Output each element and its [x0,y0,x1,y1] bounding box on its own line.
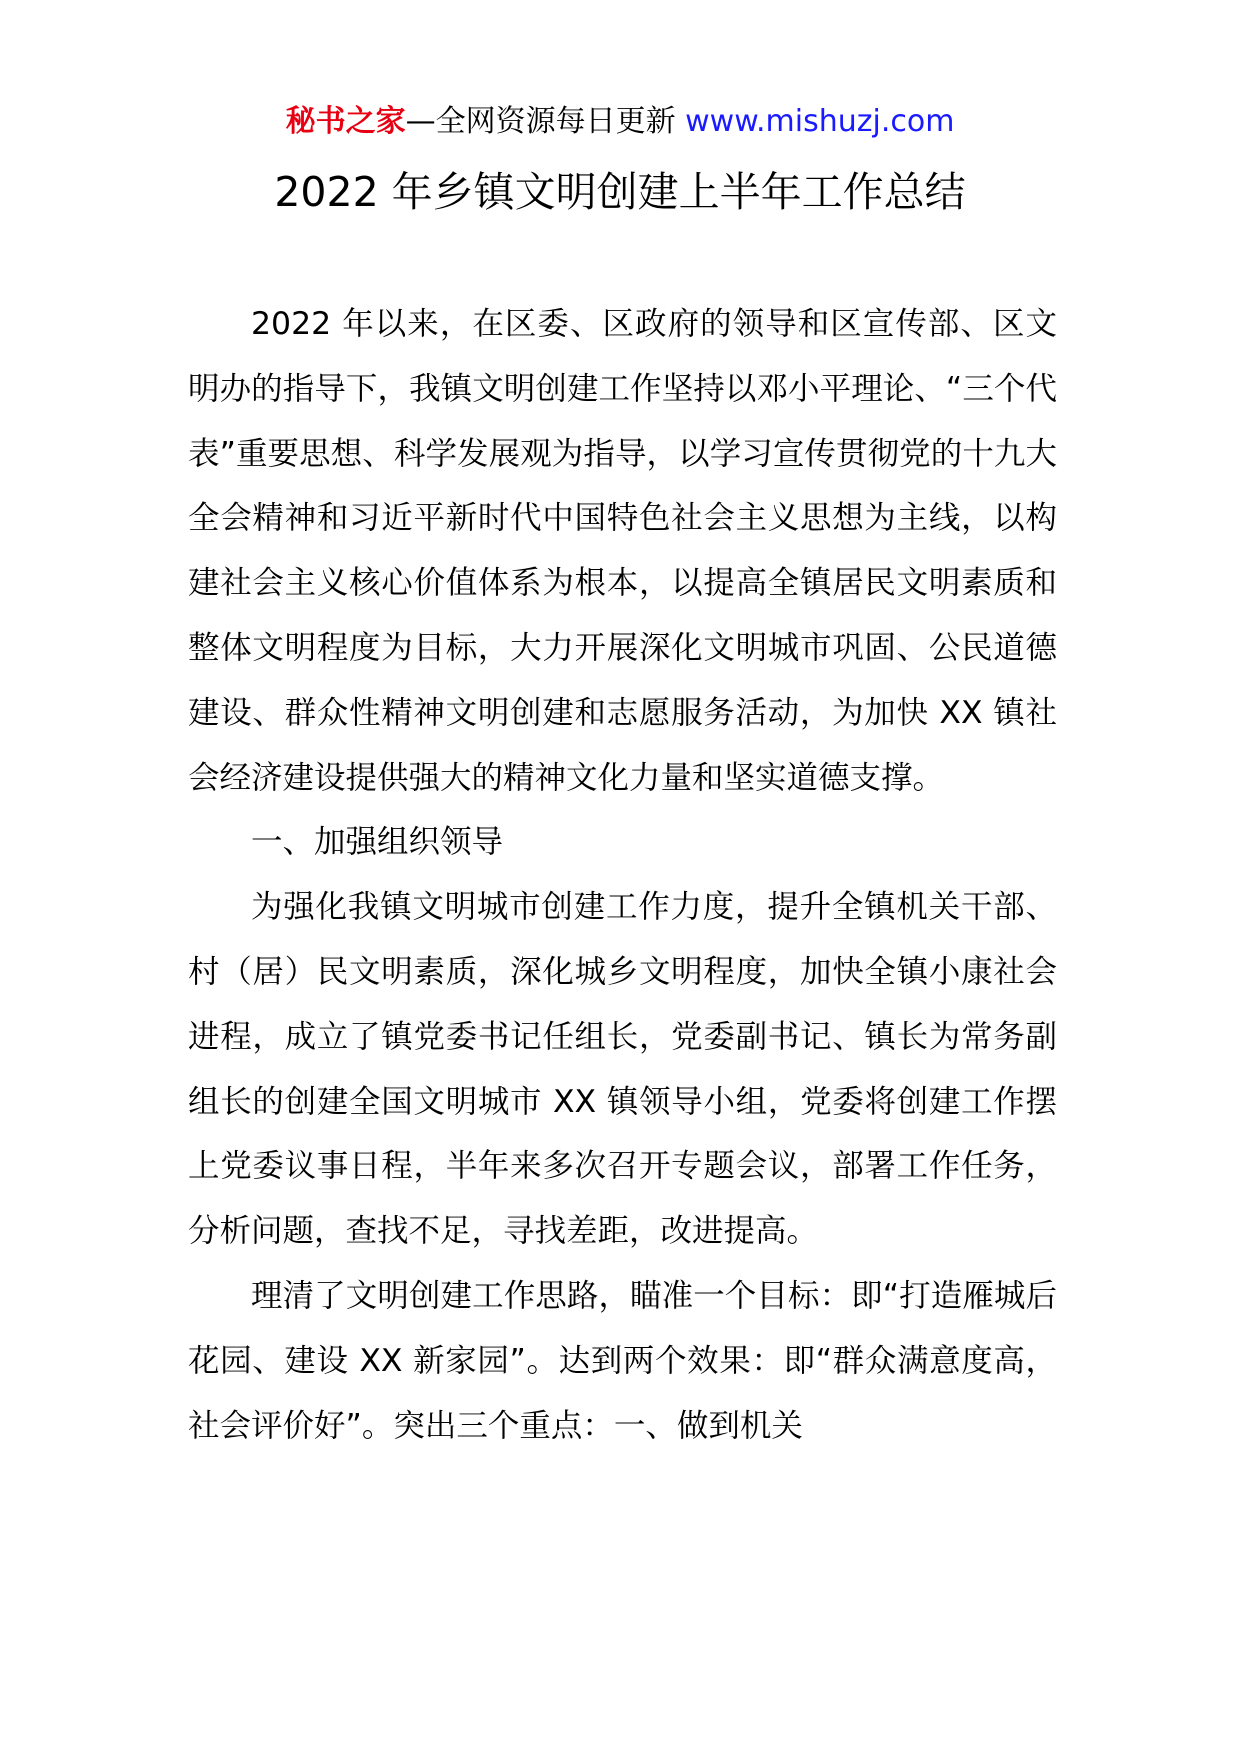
document-body [188,292,1057,1458]
header-tagline: —全网资源每日更新 [405,104,686,139]
section-heading-1: 一、加强组织领导 [251,824,504,861]
brand-name: 秘书之家 [285,104,406,139]
paragraph-intro: 2022 年以来，在区委、区政府的领导和区宣传部、区文明办的指导下，我镇文明创建工作坚持以邓小平理论、“三个代表”重要思想、科学发展观为指导，以学习宣传贯彻党的十九大全会精神和习近平新时代中国特色社会主义思想为主线，以构建社会主义核心价值体系为根本，以提高全镇居民文明素质和整体文明程度为目标，大力开展深化文明城市巩固、公民道德建设、群众性精神文明创建和志愿服务活动，为加快 XX 镇社会经济建设提供强大的精神文化力量和坚实道德支撑。 [188,306,1057,796]
site-url-link[interactable]: www.mishuzj.com [685,104,955,139]
site-header [0,100,1240,144]
document-title: 2022 年乡镇文明创建上半年工作总结 [274,168,966,216]
paragraph-work-plan: 理清了文明创建工作思路，瞄准一个目标：即“打造雁城后花园、建设 XX 新家园”。达到两个效果：即“群众满意度高，社会评价好”。突出三个重点：一、做到机关 [188,1277,1057,1444]
paragraph-organization: 为强化我镇文明城市创建工作力度，提升全镇机关干部、村（居）民文明素质，深化城乡文明程度，加快全镇小康社会进程，成立了镇党委书记任组长，党委副书记、镇长为常务副组长的创建全国文明城市 XX 镇领导小组，党委将创建工作摆上党委议事日程，半年来多次召开专题会议，部署工作任务，分析问题，查找不足，寻找差距，改进提高。 [188,889,1057,1250]
